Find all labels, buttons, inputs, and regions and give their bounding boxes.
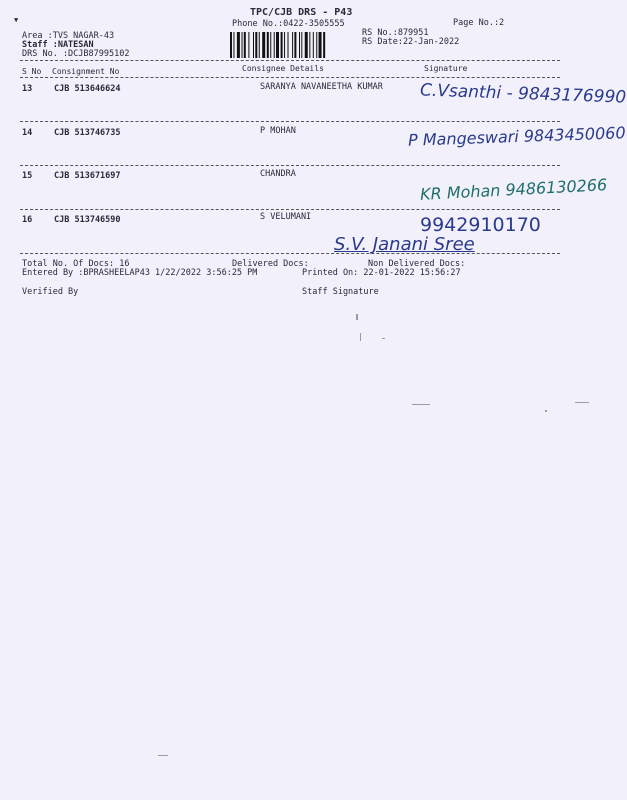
barcode-bar (237, 32, 240, 58)
staff-signature: Staff Signature (302, 287, 379, 297)
header-rule (20, 60, 560, 61)
barcode-bar (244, 32, 246, 58)
row-signature: P Mangeswari 9843450060 (407, 123, 626, 150)
row-signature: 9942910170 (420, 214, 541, 236)
barcode-bar (281, 32, 283, 58)
barcode-bar (316, 32, 317, 58)
row-sno: 13 (22, 84, 33, 94)
barcode-bar (313, 32, 314, 58)
row-consignment: CJB 513671697 (54, 171, 121, 181)
column-sno: S No (22, 67, 42, 76)
barcode-bar (255, 32, 257, 58)
barcode-bar (230, 32, 232, 58)
delivered-docs: Delivered Docs: (232, 259, 309, 269)
total-docs: Total No. Of Docs: 16 (22, 259, 130, 269)
barcode-bar (299, 32, 300, 58)
row-consignment: CJB 513746735 (54, 128, 121, 138)
row-sno: 16 (22, 215, 33, 225)
document-title: TPC/CJB DRS - P43 (250, 7, 353, 18)
column-header-rule (20, 77, 560, 78)
barcode-bar (248, 32, 249, 58)
row-rule (20, 165, 560, 166)
page-number: Page No.:2 (453, 18, 505, 28)
drs-number: DRS No. :DCJB87995102 (22, 49, 130, 59)
row-consignee: P MOHAN (260, 126, 296, 136)
row-sno: 15 (22, 171, 33, 181)
barcode-bar (323, 32, 325, 58)
barcode (230, 32, 358, 58)
entered-by: Entered By :BPRASHEELAP43 1/22/2022 3:56:25 PM (22, 268, 258, 278)
row-consignee: S VELUMANI (260, 212, 312, 222)
barcode-bar (301, 32, 302, 58)
scan-speck (382, 338, 385, 339)
row-signature-name: S.V. Janani Sree (334, 234, 475, 255)
barcode-bar (242, 32, 243, 58)
barcode-bar (292, 32, 293, 58)
barcode-bar (284, 32, 285, 58)
barcode-bar (309, 32, 310, 58)
verified-by: Verified By (22, 287, 79, 297)
phone-number: Phone No.:0422-3505555 (232, 19, 345, 29)
barcode-bar (274, 32, 275, 58)
row-consignee: CHANDRA (260, 169, 296, 179)
rs-number: RS No.:879951 (362, 28, 429, 38)
scan-speck (360, 333, 361, 341)
barcode-bar (288, 32, 289, 58)
row-sno: 14 (22, 128, 33, 138)
barcode-bar (259, 32, 260, 58)
column-signature: Signature (424, 64, 468, 73)
row-signature: KR Mohan 9486130266 (419, 175, 608, 204)
corner-mark: ▼ (14, 16, 19, 24)
area-label: Area :TVS NAGAR-43 (22, 31, 115, 41)
printed-on: Printed On: 22-01-2022 15:56:27 (302, 268, 461, 278)
rs-date: RS Date:22-Jan-2022 (362, 37, 460, 47)
row-consignment: CJB 513746590 (54, 215, 121, 225)
barcode-bar (267, 32, 269, 58)
table-bottom-rule (20, 253, 560, 254)
scan-speck (575, 402, 589, 403)
barcode-bar (319, 32, 322, 58)
column-consignee: Consignee Details (242, 64, 324, 73)
column-consignment: Consignment No (52, 67, 120, 76)
row-rule (20, 121, 560, 122)
row-rule (20, 209, 560, 210)
barcode-bar (262, 32, 265, 58)
scan-speck (412, 404, 430, 405)
scan-speck (158, 755, 168, 756)
barcode-bar (294, 32, 296, 58)
row-consignment: CJB 513646624 (54, 84, 121, 94)
scan-speck (356, 314, 358, 320)
barcode-bar (270, 32, 271, 58)
non-delivered-docs: Non Delivered Docs: (368, 259, 466, 269)
row-signature: C.Vsanthi - 9843176990 (419, 80, 627, 108)
barcode-bar (276, 32, 279, 58)
barcode-bar (233, 32, 234, 58)
barcode-bar (305, 32, 308, 58)
row-consignee: SARANYA NAVANEETHA KUMAR (260, 82, 383, 92)
staff-label: Staff :NATESAN (22, 40, 94, 50)
barcode-bar (253, 32, 254, 58)
scan-speck (545, 410, 547, 412)
